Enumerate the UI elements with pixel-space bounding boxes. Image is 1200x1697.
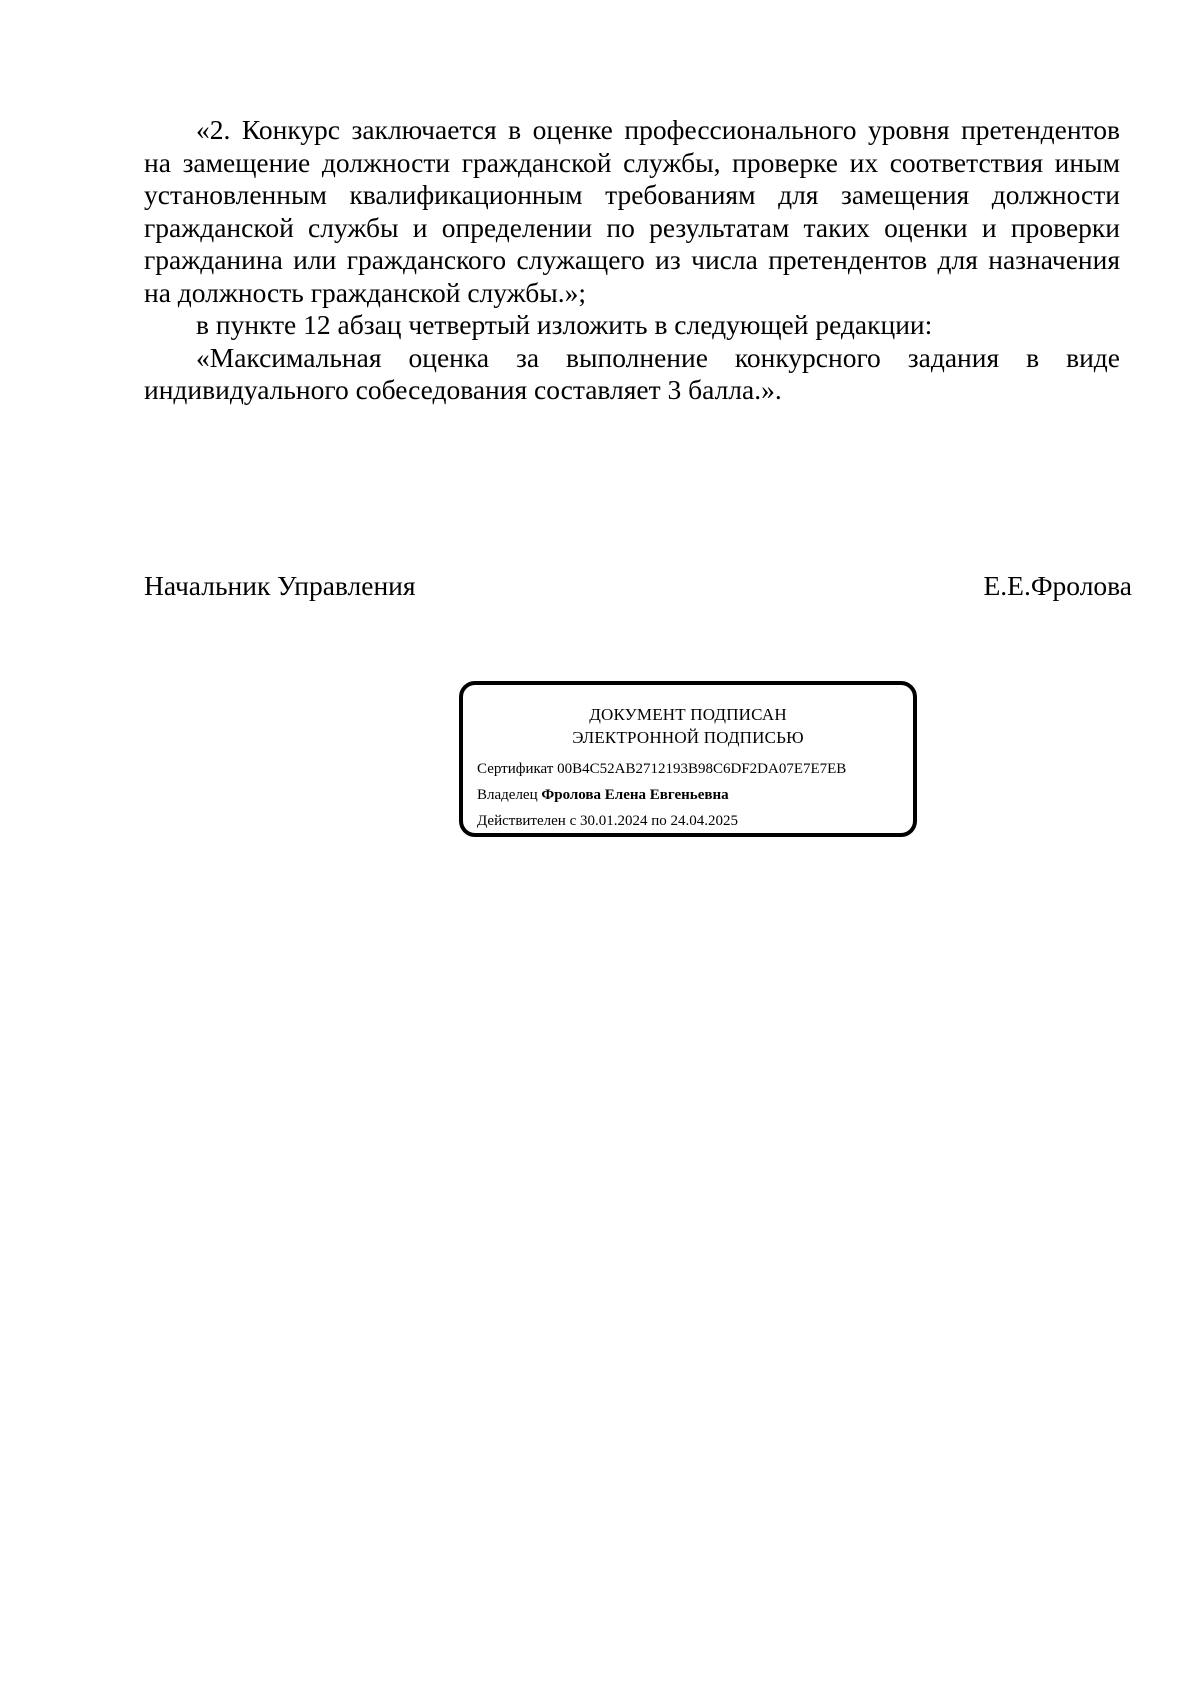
valid-to-label: по — [651, 813, 667, 829]
stamp-owner — [477, 786, 729, 804]
certificate-label: Сертификат — [477, 761, 554, 777]
certificate-value: 00B4C52AB2712193B98C6DF2DA07E7E7EB — [557, 761, 847, 777]
stamp-title-line-1: ДОКУМЕНТ ПОДПИСАН — [589, 705, 787, 724]
paragraph-contest-definition: «2. Конкурс заключается в оценке профессионального уровня претендентов на замещение должности гражданской службы, проверке их соответствия иным установленным квалификационным требованиям для замещения должности гражданской службы и определении по результатам таких оценки и проверки гражданина или гражданского служащего из числа претендентов для назначения на должность гражданской службы.»; — [144, 114, 1120, 308]
valid-to-date: 24.04.2025 — [670, 813, 739, 829]
document-body — [144, 114, 1120, 407]
signatory-name: Е.Е.Фролова — [983, 570, 1132, 601]
stamp-title-line-2: ЭЛЕКТРОННОЙ ПОДПИСЬЮ — [572, 728, 804, 747]
valid-label: Действителен — [477, 813, 566, 829]
stamp-validity — [477, 812, 738, 830]
valid-from-label: с — [569, 813, 577, 829]
signatory-position: Начальник Управления — [144, 570, 416, 601]
paragraph-amendment-instruction: в пункте 12 абзац четвертый изложить в следующей редакции: — [196, 309, 933, 340]
paragraph-max-score: «Максимальная оценка за выполнение конкурсного задания в виде индивидуального собеседования составляет 3 балла.». — [144, 341, 1120, 405]
stamp-title — [463, 703, 913, 749]
owner-value: Фролова Елена Евгеньевна — [541, 787, 729, 803]
valid-from-date: 30.01.2024 — [579, 813, 648, 829]
owner-label: Владелец — [477, 787, 538, 803]
electronic-signature-stamp — [459, 681, 917, 837]
stamp-certificate — [477, 760, 846, 778]
